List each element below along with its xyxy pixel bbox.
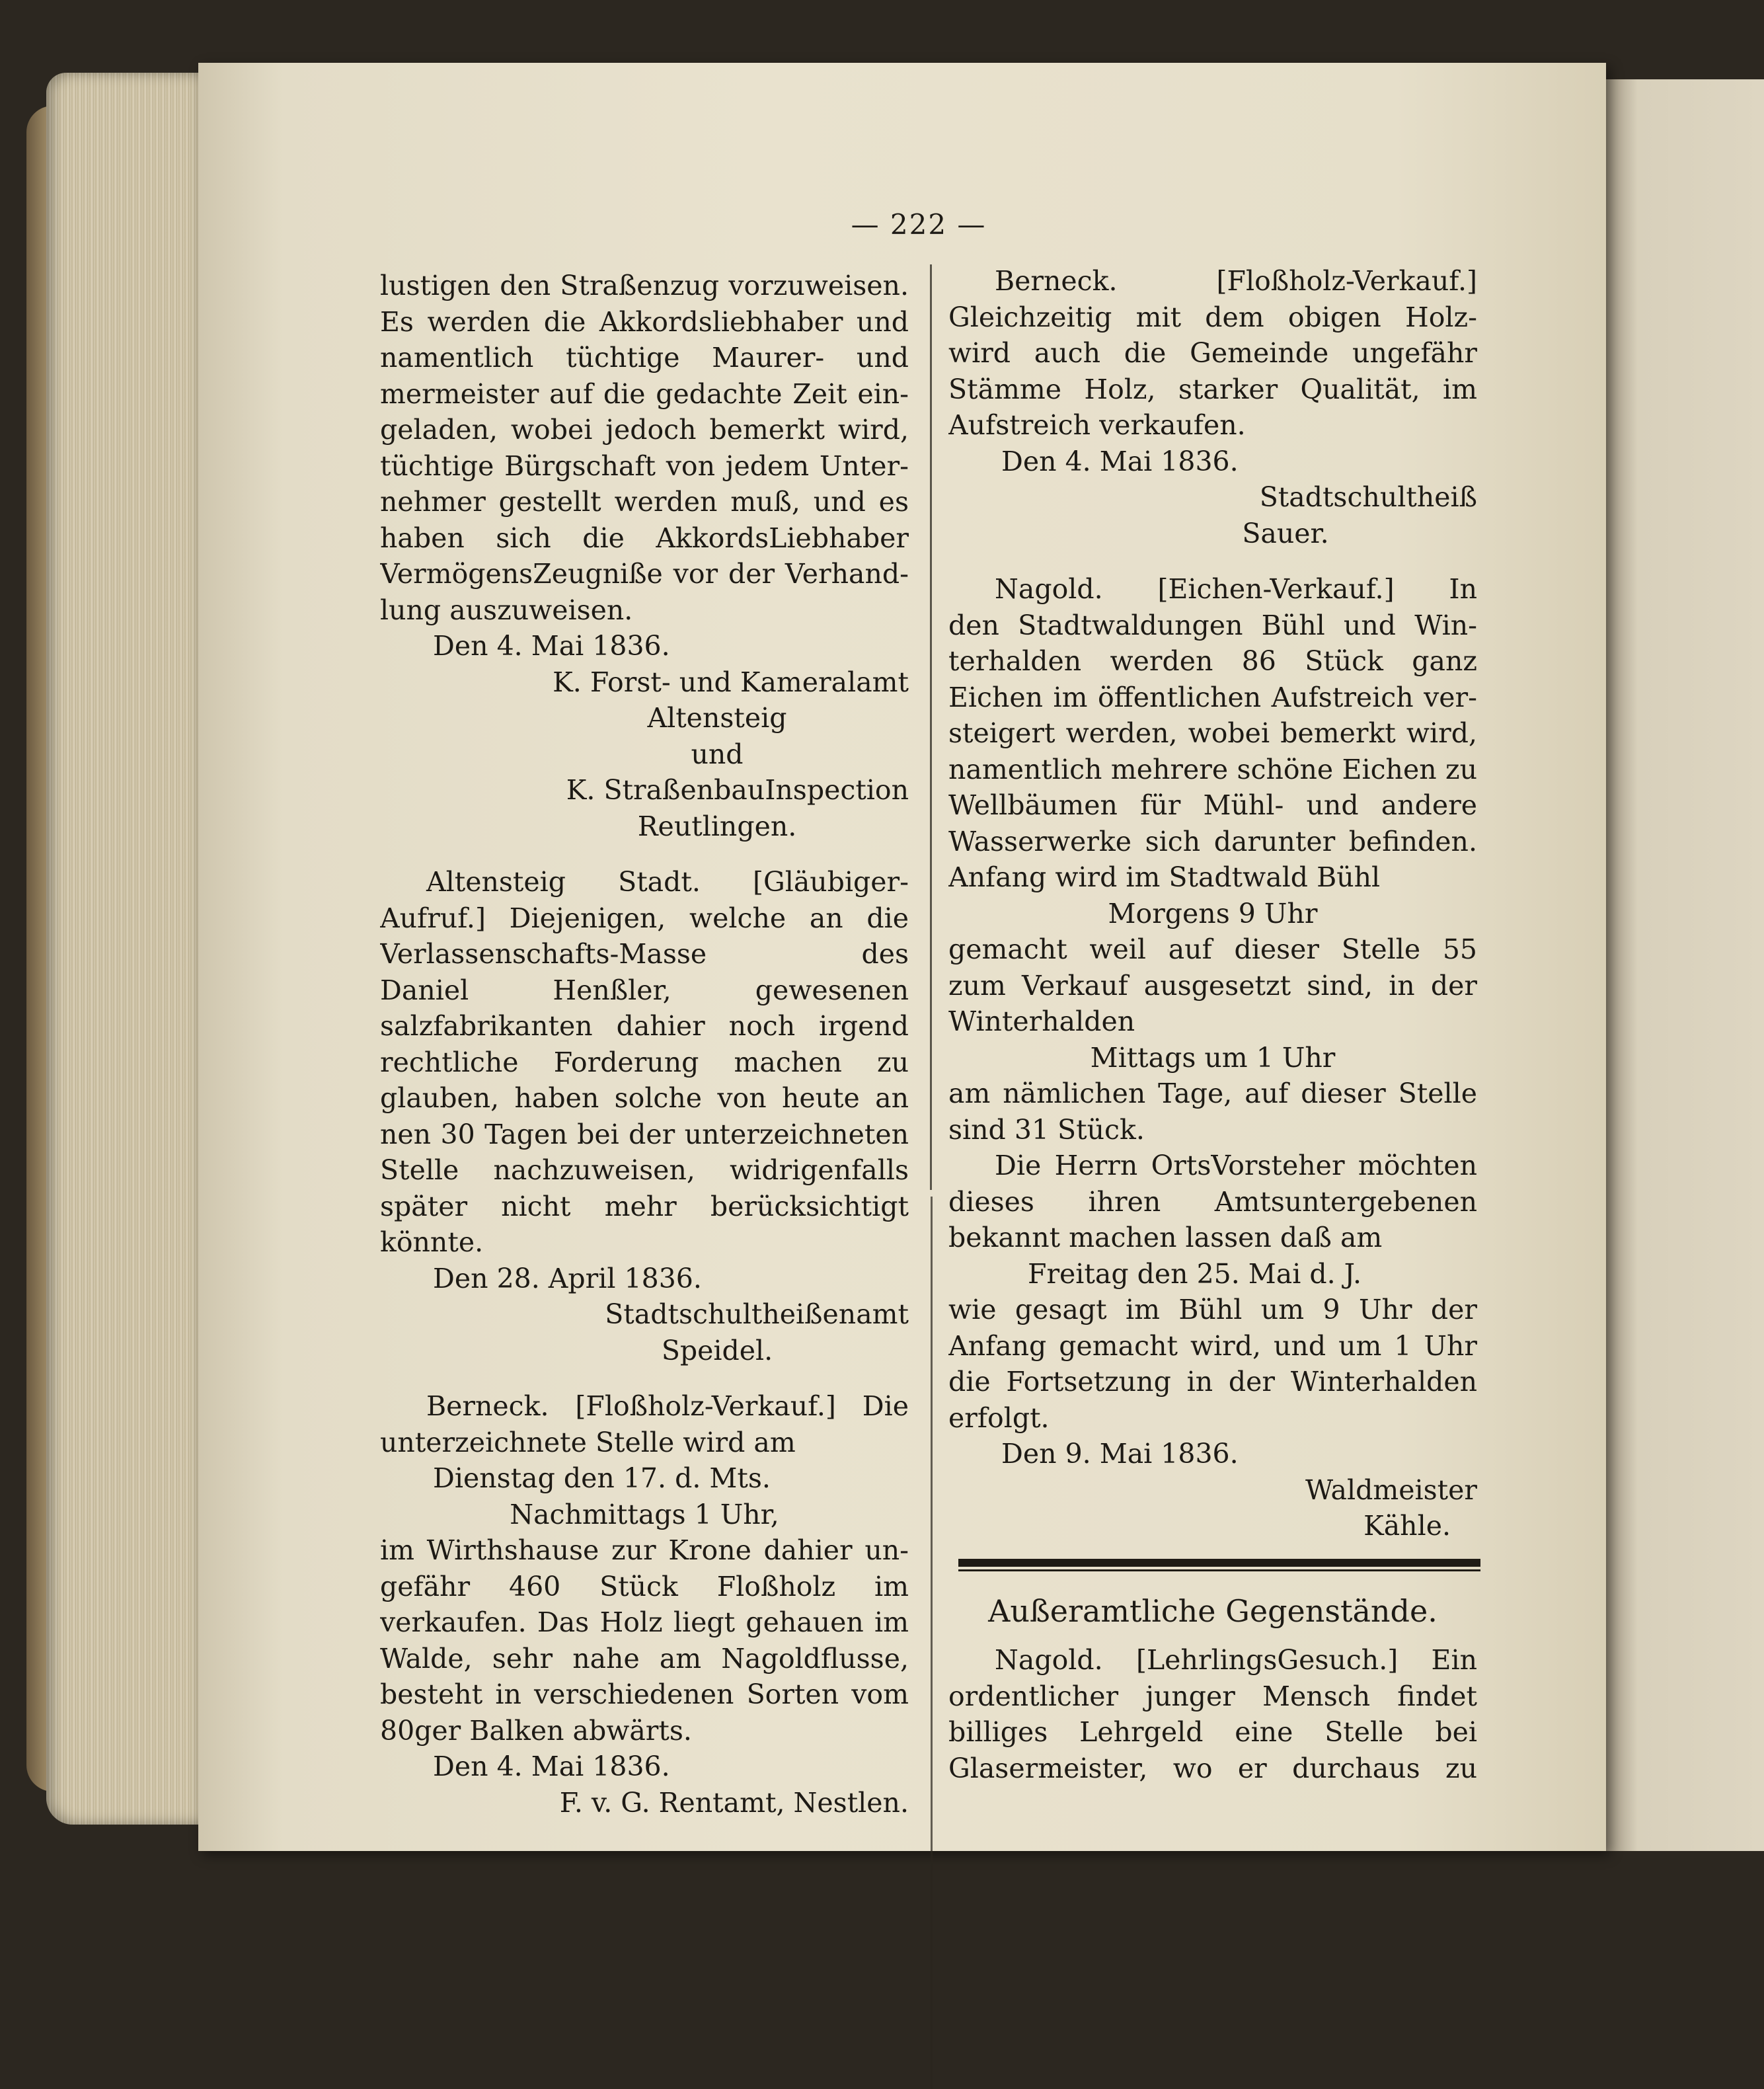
- text-line: Wasserwerke sich darunter befinden.: [948, 825, 1477, 857]
- text-line: namentlich mehrere schöne Eichen zu: [948, 753, 1477, 785]
- paragraph-gap: [380, 1368, 909, 1388]
- text-line: glauben, haben solche von heute an: [380, 1082, 909, 1114]
- text-line: bekannt machen lassen daß am: [948, 1222, 1383, 1253]
- text-line: nehmer gestellt werden muß, und es: [380, 486, 909, 518]
- text-line: besteht in verschiedenen Sorten vom: [380, 1678, 909, 1710]
- text-line: erfolgt.: [948, 1401, 1050, 1434]
- text-line: Den 28. April 1836.: [433, 1262, 702, 1294]
- text-line: später nicht mehr berücksichtigt: [380, 1190, 909, 1222]
- page-edges: [46, 73, 218, 1825]
- text-line: billiges Lehrgeld eine Stelle bei: [948, 1716, 1477, 1748]
- text-line: tüchtige Bürgschaft von jedem Unter-: [380, 450, 909, 482]
- text-line: Kähle.: [1363, 1510, 1451, 1542]
- text-line: Aufruf.] Diejenigen, welche an die: [380, 902, 909, 934]
- text-line: Die Herrn OrtsVorsteher möchten: [995, 1150, 1477, 1181]
- text-line: Es werden die Akkordsliebhaber und: [380, 305, 909, 338]
- text-line: 80ger Balken abwärts.: [380, 1714, 692, 1747]
- text-line: Verlassenschafts-Masse des: [380, 938, 909, 970]
- section-heading: Außeramtliche Gegenstände.: [988, 1593, 1438, 1629]
- text-line: Freitag den 25. Mai d. J.: [1028, 1257, 1361, 1290]
- text-line: Den 4. Mai 1836.: [433, 630, 670, 662]
- text-line: Winterhalden: [948, 1005, 1135, 1037]
- text-line: Berneck. [Floßholz-Verkauf.]: [995, 265, 1477, 297]
- column-rule-lower: [931, 1197, 933, 2089]
- text-line: im Wirthshause zur Krone dahier un-: [380, 1534, 909, 1566]
- text-line: lustigen den Straßenzug vorzuweisen.: [380, 270, 909, 301]
- text-line: könnte.: [380, 1226, 484, 1258]
- text-line: terhalden werden 86 Stück ganz: [948, 645, 1477, 677]
- text-line: gemacht weil auf dieser Stelle 55: [948, 933, 1477, 965]
- left-column: [380, 268, 909, 1821]
- text-line: K. StraßenbauInspection: [566, 774, 909, 806]
- paragraph-gap: [380, 844, 909, 864]
- text-line: Altensteig Stadt. [Gläubiger-: [426, 866, 909, 898]
- text-line: sind 31 Stück.: [948, 1113, 1145, 1146]
- text-line: Mittags um 1 Uhr: [1090, 1041, 1336, 1074]
- text-line: Gleichzeitig mit dem obigen Holz-: [948, 301, 1477, 333]
- thick-rule: [958, 1559, 1480, 1567]
- text-line: lung auszuweisen.: [380, 594, 633, 626]
- text-line: Anfang wird im Stadtwald Bühl: [948, 861, 1381, 893]
- text-line: VermögensZeugniße vor der Verhand-: [380, 558, 909, 590]
- text-line: und: [691, 738, 744, 770]
- text-line: zum Verkauf ausgesetzt sind, in der: [948, 969, 1477, 1002]
- text-line: nen 30 Tagen bei der unterzeichneten: [380, 1118, 909, 1150]
- text-line: Wellbäumen für Mühl- und andere: [948, 789, 1477, 821]
- right-column: [948, 263, 1477, 1786]
- text-line: Nagold. [Eichen-Verkauf.] In: [995, 573, 1477, 605]
- text-line: rechtliche Forderung machen zu: [380, 1046, 909, 1078]
- text-line: Sauer.: [1242, 517, 1329, 549]
- text-line: am nämlichen Tage, auf dieser Stelle: [948, 1078, 1477, 1109]
- text-line: Stadtschultheißenamt: [605, 1298, 909, 1330]
- text-line: Anfang gemacht wird, und um 1 Uhr: [948, 1329, 1477, 1362]
- text-line: wird auch die Gemeinde ungefähr: [948, 337, 1477, 369]
- text-line: Den 9. Mai 1836.: [1001, 1438, 1239, 1470]
- text-line: Waldmeister: [1305, 1474, 1477, 1506]
- facing-page-edge: [1606, 79, 1764, 1851]
- text-line: unterzeichnete Stelle wird am: [380, 1426, 796, 1458]
- text-line: Altensteig: [647, 702, 787, 734]
- text-line: verkaufen. Das Holz liegt gehauen im: [380, 1606, 909, 1638]
- text-line: mermeister auf die gedachte Zeit ein-: [380, 377, 909, 410]
- text-line: Dienstag den 17. d. Mts.: [433, 1462, 771, 1494]
- text-line: Stämme Holz, starker Qualität, im: [948, 373, 1477, 405]
- text-line: Daniel Henßler, gewesenen: [380, 974, 909, 1006]
- text-line: Nagold. [LehrlingsGesuch.] Ein: [995, 1644, 1477, 1676]
- text-line: K. Forst- und Kameralamt: [553, 666, 909, 698]
- paragraph-gap: [948, 551, 1477, 571]
- text-line: Walde, sehr nahe am Nagoldflusse,: [380, 1642, 909, 1675]
- text-line: Den 4. Mai 1836.: [1001, 445, 1239, 477]
- text-line: dieses ihren Amtsuntergebenen: [948, 1185, 1477, 1218]
- column-rule-upper: [930, 264, 932, 1190]
- text-line: Glasermeister, wo er durchaus zu: [948, 1752, 1477, 1784]
- text-line: Nachmittags 1 Uhr,: [510, 1498, 779, 1530]
- text-line: wie gesagt im Bühl um 9 Uhr der: [948, 1294, 1477, 1325]
- text-line: namentlich tüchtige Maurer- und: [380, 342, 909, 374]
- text-line: Den 4. Mai 1836.: [433, 1751, 670, 1782]
- text-line: steigert werden, wobei bemerkt wird,: [948, 717, 1477, 749]
- text-line: gefähr 460 Stück Floßholz im: [380, 1570, 909, 1602]
- text-line: den Stadtwaldungen Bühl und Win-: [948, 609, 1477, 641]
- text-line: die Fortsetzung in der Winterhalden: [948, 1366, 1477, 1398]
- text-line: Stadtschultheiß: [1259, 481, 1477, 513]
- text-line: salzfabrikanten dahier noch irgend: [380, 1010, 909, 1042]
- text-line: Morgens 9 Uhr: [1108, 897, 1318, 929]
- text-line: Speidel.: [661, 1334, 773, 1366]
- text-line: ordentlicher junger Mensch findet: [948, 1680, 1477, 1712]
- thin-rule: [958, 1569, 1480, 1571]
- page-number: — 222 —: [851, 208, 987, 241]
- text-line: geladen, wobei jedoch bemerkt wird,: [380, 414, 909, 446]
- text-line: Reutlingen.: [637, 810, 797, 842]
- text-line: Eichen im öffentlichen Aufstreich ver-: [948, 681, 1477, 713]
- text-line: Berneck. [Floßholz-Verkauf.] Die: [426, 1390, 909, 1422]
- text-line: F. v. G. Rentamt, Nestlen.: [559, 1786, 909, 1819]
- text-line: Aufstreich verkaufen.: [948, 409, 1246, 441]
- text-line: Stelle nachzuweisen, widrigenfalls: [380, 1154, 909, 1186]
- text-line: haben sich die AkkordsLiebhaber: [380, 522, 909, 554]
- section-divider: [948, 1544, 1477, 1577]
